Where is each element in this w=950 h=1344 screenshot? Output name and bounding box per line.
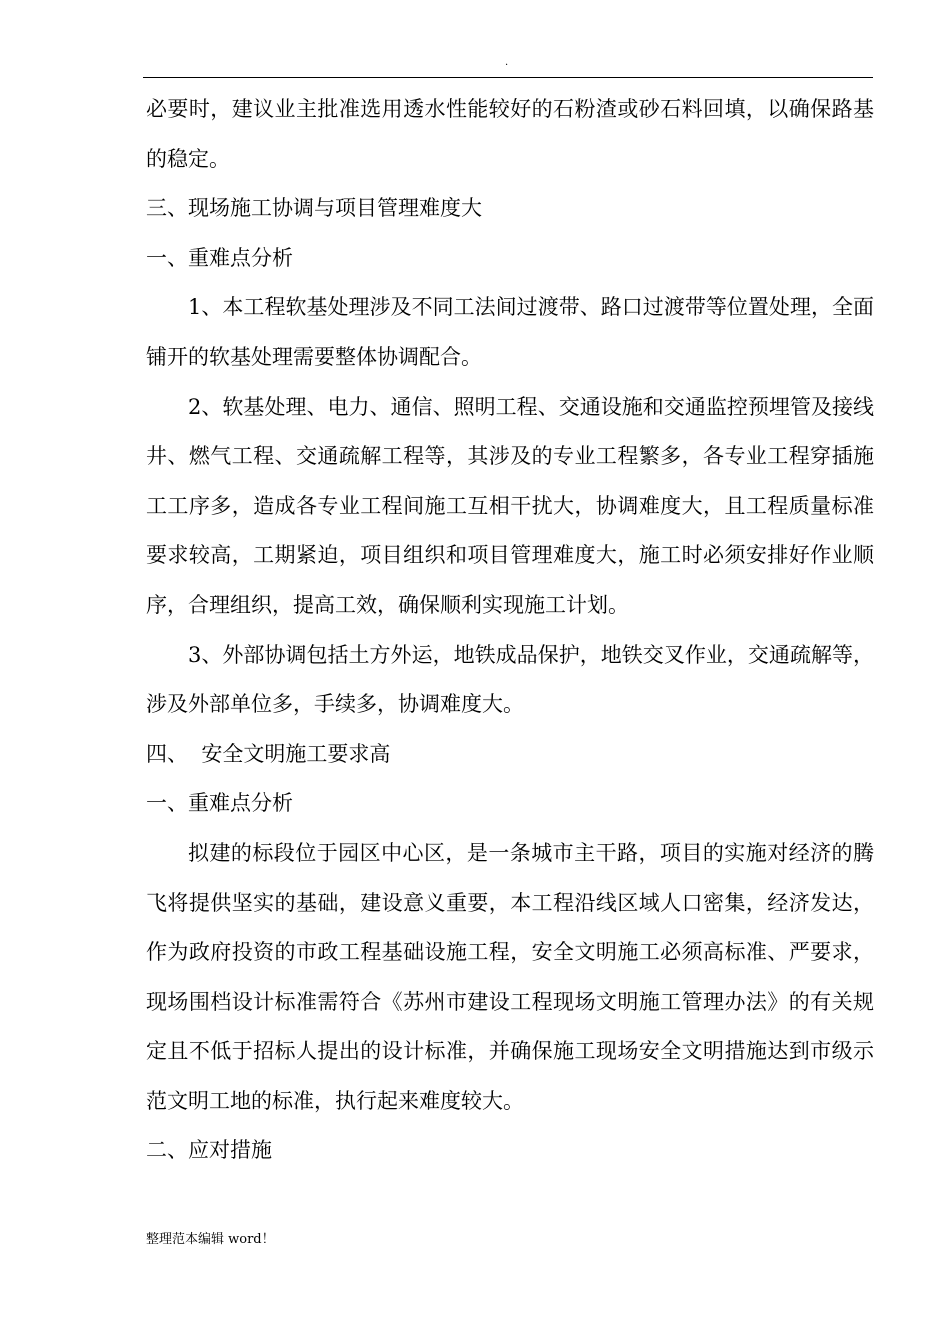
paragraph-continuation: 必要时，建议业主批准选用透水性能较好的石粉渣或砂石料回填，以确保路基的稳定。 [146, 97, 874, 171]
paragraph-item-3: 3、外部协调包括土方外运，地铁成品保护，地铁交叉作业，交通疏解等，涉及外部单位多，手续多，协调难度大。 [146, 642, 874, 717]
subheading-analysis: 一、重难点分析 [146, 245, 293, 270]
subheading-analysis: 一、重难点分析 [146, 791, 293, 816]
paragraph-item-1: 1、本工程软基处理涉及不同工法间过渡带、路口过渡带等位置处理，全面铺开的软基处理需要整体协调配合。 [146, 295, 874, 369]
paragraph-safety: 拟建的标段位于园区中心区，是一条城市主干路，项目的实施对经济的腾飞将提供坚实的基础，建设意义重要，本工程沿线区域人口密集，经济发达，作为政府投资的市政工程基础设施工程，安全文明施工必须高标准、严要求，现场围档设计标准需符合《苏州市建设工程现场文明施工管理办法》的有关规定且不低于招标人提出的设计标准，并确保施工现场安全文明措施达到市级示范文明工地的标准，执行起来难度较大。 [146, 840, 874, 1113]
header-rule [143, 77, 873, 78]
section-heading-4: 四、 安全文明施工要求高 [146, 741, 391, 766]
document-body [146, 85, 874, 1176]
footer-text: 整理范本编辑 word！ [146, 1232, 275, 1247]
subheading-measures: 二、应对措施 [146, 1138, 272, 1163]
header-mark: . [505, 57, 509, 68]
section-heading-3: 三、现场施工协调与项目管理难度大 [146, 196, 482, 221]
paragraph-item-2: 2、软基处理、电力、通信、照明工程、交通设施和交通监控预埋管及接线井、燃气工程、交通疏解工程等，其涉及的专业工程繁多，各专业工程穿插施工工序多，造成各专业工程间施工互相干扰大，协调难度大，且工程质量标准要求较高，工期紧迫，项目组织和项目管理难度大，施工时必须安排好作业顺序，合理组织，提高工效，确保顺利实现施工计划。 [146, 394, 874, 617]
